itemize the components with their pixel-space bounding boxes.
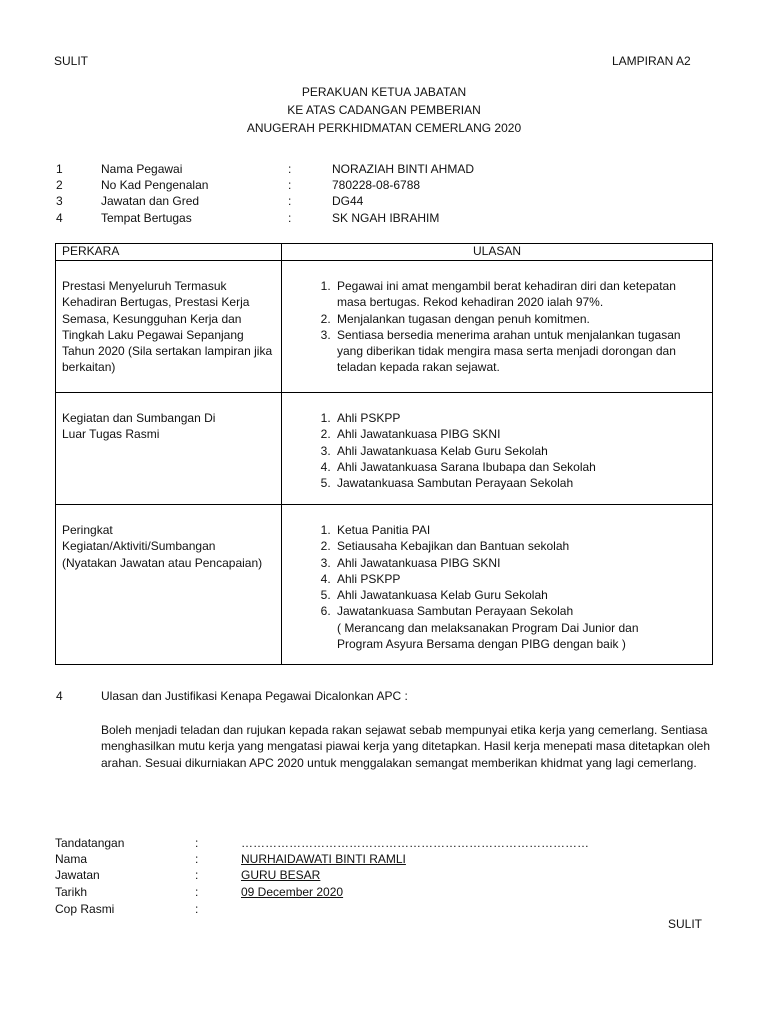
list-item: 2. Menjalankan tugasan dengan penuh komitmen.: [334, 311, 706, 327]
list-item: 2. Setiausaha Kebajikan dan Bantuan sekolah: [334, 538, 706, 554]
justification-paragraph: Boleh menjadi teladan dan rujukan kepada rakan sejawat sebab mempunyai etika kerja yang cemerlang. Sentiasa menghasilkan mutu kerja yang mengatasi piawai kerja yang ditetapkan. Hasil kerja menepati masa ditetapkan oleh arahan. Sesuai dikurniakan APC 2020 untuk menggalakan semangat memberikan khidmat yang lagi cemerlang.: [101, 723, 711, 770]
info-label: Nama Pegawai: [101, 162, 183, 176]
list-item-note: ( Merancang dan melaksanakan Program Dai Junior dan: [337, 620, 639, 635]
signature-label: Cop Rasmi: [55, 902, 115, 916]
list-item: 4. Ahli PSKPP: [334, 571, 706, 587]
header-lampiran: LAMPIRAN A2: [612, 54, 691, 68]
info-value: NORAZIAH BINTI AHMAD: [332, 162, 475, 176]
column-header-perkara: PERKARA: [56, 244, 282, 261]
list-item: 3. Ahli Jawatankuasa Kelab Guru Sekolah: [334, 443, 706, 459]
title-line-2: KE ATAS CADANGAN PEMBERIAN: [287, 103, 481, 117]
signature-colon: :: [195, 852, 199, 866]
perkara-line: Peringkat: [62, 523, 113, 537]
list-item: 2. Ahli Jawatankuasa PIBG SKNI: [334, 426, 706, 442]
signature-label: Jawatan: [55, 868, 100, 882]
column-header-ulasan: ULASAN: [282, 244, 713, 261]
info-number: 1: [56, 162, 63, 176]
list-item-note: Program Asyura Bersama dengan PIBG dengan baik ): [337, 637, 626, 652]
signature-label: Tandatangan: [55, 836, 125, 850]
title-line-1: PERAKUAN KETUA JABATAN: [301, 85, 467, 99]
ulasan-list: [282, 505, 712, 652]
list-item: 4. Ahli Jawatankuasa Sarana Ibubapa dan Sekolah: [334, 459, 706, 475]
list-item: 1. Ketua Panitia PAI: [334, 522, 706, 538]
perkara-line: Kegiatan/Aktiviti/Sumbangan: [62, 539, 216, 554]
table-row: [56, 505, 713, 665]
perkara-cell: Kegiatan dan Sumbangan Di Luar Tugas Rasmi: [62, 411, 216, 442]
info-label: Tempat Bertugas: [101, 211, 192, 225]
ulasan-list: [282, 261, 712, 376]
list-item: 3. Ahli Jawatankuasa PIBG SKNI: [334, 555, 706, 571]
info-label: No Kad Pengenalan: [101, 178, 209, 192]
info-value: SK NGAH IBRAHIM: [332, 211, 440, 225]
info-value: 780228-08-6788: [332, 178, 421, 192]
list-item: 1. Ahli PSKPP: [334, 410, 706, 426]
table-row: [56, 393, 713, 505]
table-row: [56, 261, 713, 393]
info-colon: :: [288, 211, 292, 225]
section-number: 4: [56, 689, 63, 703]
perkara-cell: [56, 505, 281, 571]
ulasan-list: [282, 393, 712, 491]
list-item: 1. Pegawai ini amat mengambil berat kehadiran diri dan ketepatan masa bertugas. Rekod kehadiran 2020 ialah 97%.: [334, 278, 706, 311]
info-colon: :: [288, 162, 292, 176]
signature-label: Nama: [55, 852, 88, 866]
list-item: 5. Ahli Jawatankuasa Kelab Guru Sekolah: [334, 587, 706, 603]
signature-value: 09 December 2020: [241, 885, 344, 899]
signature-colon: :: [195, 836, 199, 850]
info-number: 4: [56, 211, 63, 225]
info-number: 2: [56, 178, 63, 192]
info-colon: :: [288, 178, 292, 192]
list-item: 5. Jawatankuasa Sambutan Perayaan Sekolah: [334, 475, 706, 491]
perkara-line: (Nyatakan Jawatan atau Pencapaian): [62, 555, 263, 570]
info-colon: :: [288, 194, 292, 208]
signature-colon: :: [195, 885, 199, 899]
signature-colon: :: [195, 902, 199, 916]
signature-colon: :: [195, 868, 199, 882]
evaluation-table: [55, 243, 713, 665]
signature-label: Tarikh: [55, 885, 88, 899]
info-value: DG44: [332, 194, 364, 208]
table-header-row: [56, 244, 713, 261]
info-label: Jawatan dan Gred: [101, 194, 200, 208]
list-item: [334, 603, 706, 652]
footer-sulit: SULIT: [668, 917, 703, 931]
signature-value: NURHAIDAWATI BINTI RAMLI: [241, 852, 406, 866]
perkara-cell: Prestasi Menyeluruh Termasuk Kehadiran Bertugas, Prestasi Kerja Semasa, Kesungguhan Kerja dan Tingkah Laku Pegawai Sepanjang Tahun 2020 (Sila sertakan lampiran jika berkaitan): [62, 279, 273, 375]
signature-line: ……………………………………………………………………………: [241, 836, 589, 850]
header-sulit: SULIT: [54, 54, 89, 68]
signature-value: GURU BESAR: [241, 868, 321, 882]
list-item-text: 6. Jawatankuasa Sambutan Perayaan Sekolah: [337, 604, 574, 619]
section-title: Ulasan dan Justifikasi Kenapa Pegawai Dicalonkan APC :: [101, 689, 408, 703]
info-number: 3: [56, 194, 63, 208]
list-item: 3. Sentiasa bersedia menerima arahan untuk menjalankan tugasan yang diberikan tidak mengira masa serta menjadi dorongan dan teladan kepada rakan sejawat.: [334, 327, 706, 376]
title-line-3: ANUGERAH PERKHIDMATAN CEMERLANG 2020: [246, 121, 522, 135]
